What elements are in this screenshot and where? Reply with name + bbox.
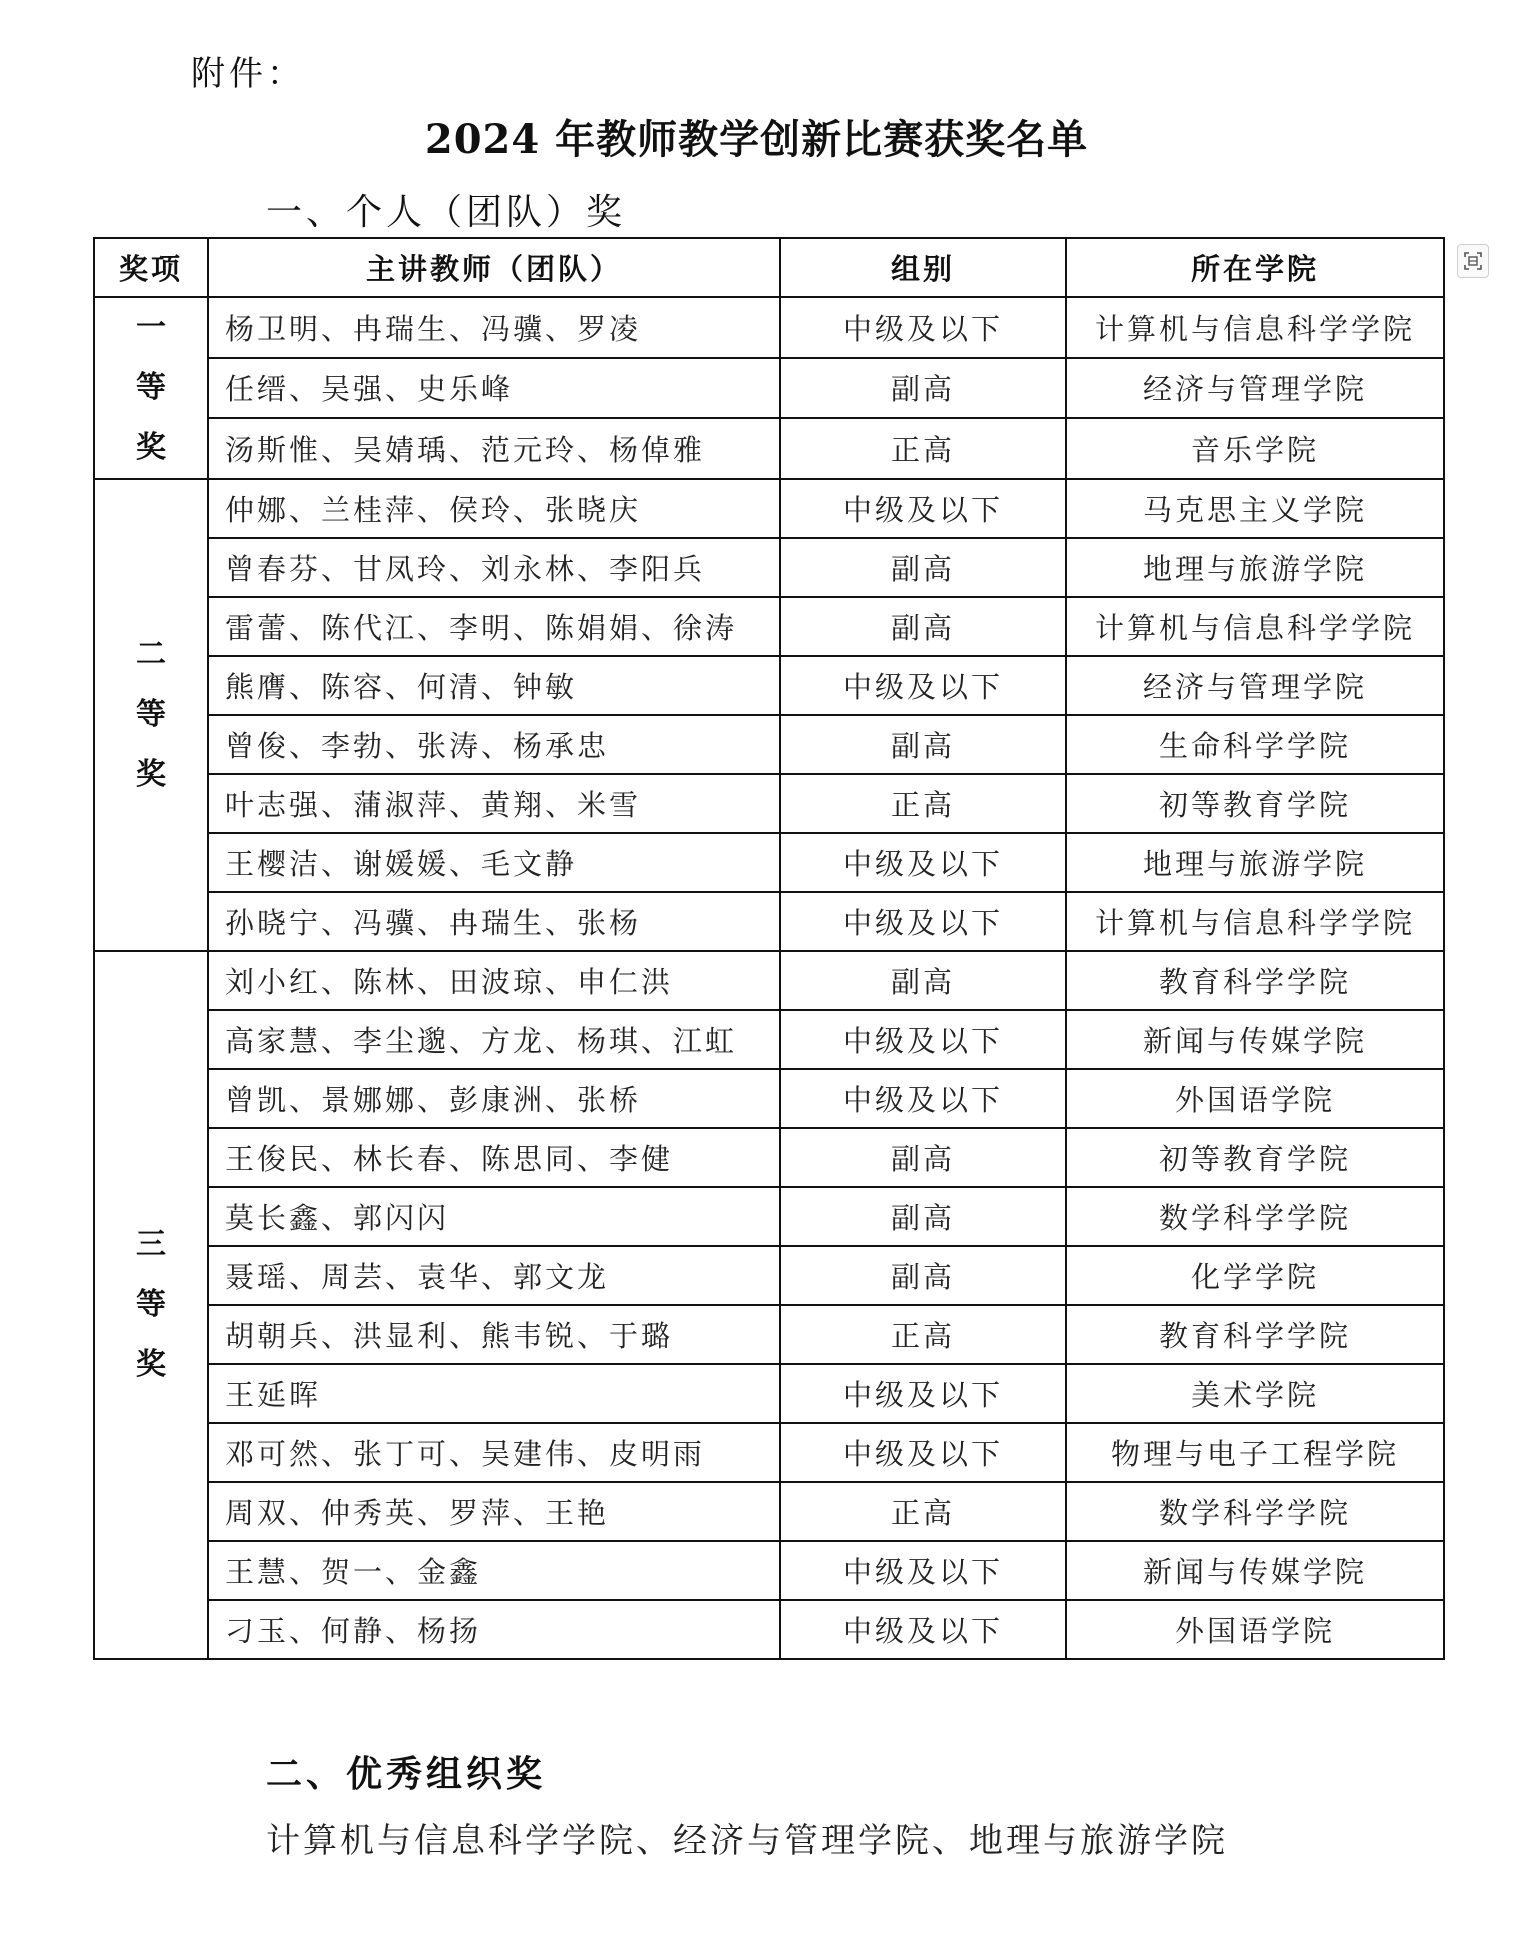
section-1-heading: 一、个人（团队）奖 (266, 192, 627, 233)
team-cell: 王樱洁、谢媛媛、毛文静 (208, 833, 780, 892)
group-cell: 中级及以下 (780, 1423, 1066, 1482)
team-cell: 仲娜、兰桂萍、侯玲、张晓庆 (208, 479, 780, 538)
college-cell: 地理与旅游学院 (1066, 538, 1444, 597)
college-cell: 数学科学学院 (1066, 1187, 1444, 1246)
group-cell: 中级及以下 (780, 1069, 1066, 1128)
table-row (94, 1600, 1444, 1659)
college-cell: 物理与电子工程学院 (1066, 1423, 1444, 1482)
table-row (94, 1482, 1444, 1541)
team-cell: 汤斯惟、吴婧瑀、范元玲、杨倬雅 (208, 418, 780, 479)
group-cell: 正高 (780, 1305, 1066, 1364)
group-cell: 中级及以下 (780, 833, 1066, 892)
team-cell: 周双、仲秀英、罗萍、王艳 (208, 1482, 780, 1541)
group-cell: 副高 (780, 1187, 1066, 1246)
table-row (94, 538, 1444, 597)
group-cell: 副高 (780, 1246, 1066, 1305)
header-group: 组别 (780, 238, 1066, 297)
table-row (94, 1010, 1444, 1069)
team-cell: 邓可然、张丁可、吴建伟、皮明雨 (208, 1423, 780, 1482)
team-cell: 叶志强、蒲淑萍、黄翔、米雪 (208, 774, 780, 833)
team-cell: 熊膺、陈容、何清、钟敏 (208, 656, 780, 715)
team-cell: 莫长鑫、郭闪闪 (208, 1187, 780, 1246)
college-cell: 美术学院 (1066, 1364, 1444, 1423)
college-cell: 初等教育学院 (1066, 774, 1444, 833)
team-cell: 王延晖 (208, 1364, 780, 1423)
group-cell: 中级及以下 (780, 1010, 1066, 1069)
team-cell: 孙晓宁、冯骥、冉瑞生、张杨 (208, 892, 780, 951)
table-row (94, 833, 1444, 892)
team-cell: 曾凯、景娜娜、彭康洲、张桥 (208, 1069, 780, 1128)
college-cell: 教育科学学院 (1066, 1305, 1444, 1364)
table-row (94, 1187, 1444, 1246)
team-cell: 刘小红、陈林、田波琼、申仁洪 (208, 951, 780, 1010)
group-cell: 正高 (780, 774, 1066, 833)
group-cell: 副高 (780, 597, 1066, 656)
table-row (94, 892, 1444, 951)
college-cell: 数学科学学院 (1066, 1482, 1444, 1541)
table-frame-icon[interactable] (1457, 244, 1489, 278)
college-cell: 地理与旅游学院 (1066, 833, 1444, 892)
attachment-label: 附件： (191, 54, 305, 94)
header-team: 主讲教师（团队） (208, 238, 780, 297)
table-row (94, 715, 1444, 774)
prize-cell (94, 297, 208, 479)
section-2-heading: 二、优秀组织奖 (266, 1754, 547, 1795)
group-cell: 中级及以下 (780, 1364, 1066, 1423)
group-cell: 中级及以下 (780, 297, 1066, 358)
table-row (94, 479, 1444, 538)
prize-cell (94, 479, 208, 951)
table-row (94, 1069, 1444, 1128)
prize-label: 三等奖 (136, 1227, 166, 1382)
table-row (94, 656, 1444, 715)
group-cell: 副高 (780, 358, 1066, 419)
team-cell: 杨卫明、冉瑞生、冯骥、罗凌 (208, 297, 780, 358)
college-cell: 新闻与传媒学院 (1066, 1541, 1444, 1600)
college-cell: 经济与管理学院 (1066, 656, 1444, 715)
team-cell: 聂瑶、周芸、袁华、郭文龙 (208, 1246, 780, 1305)
awards-table-body (94, 297, 1444, 1659)
team-cell: 刁玉、何静、杨扬 (208, 1600, 780, 1659)
group-cell: 中级及以下 (780, 656, 1066, 715)
table-row (94, 1246, 1444, 1305)
table-row (94, 774, 1444, 833)
awards-table (93, 237, 1445, 1660)
table-row (94, 1364, 1444, 1423)
table-header-row (94, 238, 1444, 297)
document-title: 2024 年教师教学创新比赛获奖名单 (424, 116, 1089, 163)
college-cell: 外国语学院 (1066, 1069, 1444, 1128)
team-cell: 曾俊、李勃、张涛、杨承忠 (208, 715, 780, 774)
table-row (94, 297, 1444, 358)
prize-label: 一等奖 (136, 310, 166, 465)
college-cell: 马克思主义学院 (1066, 479, 1444, 538)
table-row (94, 951, 1444, 1010)
team-cell: 雷蕾、陈代江、李明、陈娟娟、徐涛 (208, 597, 780, 656)
group-cell: 正高 (780, 418, 1066, 479)
table-row (94, 597, 1444, 656)
prize-cell (94, 951, 208, 1659)
group-cell: 副高 (780, 951, 1066, 1010)
prize-label: 二等奖 (136, 637, 166, 792)
table-row (94, 1541, 1444, 1600)
group-cell: 副高 (780, 715, 1066, 774)
team-cell: 曾春芬、甘凤玲、刘永林、李阳兵 (208, 538, 780, 597)
college-cell: 教育科学学院 (1066, 951, 1444, 1010)
group-cell: 副高 (780, 1128, 1066, 1187)
team-cell: 胡朝兵、洪显利、熊韦锐、于璐 (208, 1305, 780, 1364)
college-cell: 初等教育学院 (1066, 1128, 1444, 1187)
team-cell: 王俊民、林长春、陈思同、李健 (208, 1128, 780, 1187)
college-cell: 生命科学学院 (1066, 715, 1444, 774)
group-cell: 中级及以下 (780, 1541, 1066, 1600)
college-cell: 新闻与传媒学院 (1066, 1010, 1444, 1069)
table-row (94, 358, 1444, 419)
team-cell: 高家慧、李尘邈、方龙、杨琪、江虹 (208, 1010, 780, 1069)
table-row (94, 1423, 1444, 1482)
group-cell: 副高 (780, 538, 1066, 597)
college-cell: 计算机与信息科学学院 (1066, 297, 1444, 358)
team-cell: 任缙、吴强、史乐峰 (208, 358, 780, 419)
college-cell: 经济与管理学院 (1066, 358, 1444, 419)
header-college: 所在学院 (1066, 238, 1444, 297)
organization-award-list: 计算机与信息科学学院、经济与管理学院、地理与旅游学院 (266, 1821, 1228, 1861)
college-cell: 计算机与信息科学学院 (1066, 892, 1444, 951)
group-cell: 中级及以下 (780, 479, 1066, 538)
college-cell: 化学学院 (1066, 1246, 1444, 1305)
college-cell: 外国语学院 (1066, 1600, 1444, 1659)
group-cell: 中级及以下 (780, 1600, 1066, 1659)
table-row (94, 1128, 1444, 1187)
college-cell: 音乐学院 (1066, 418, 1444, 479)
header-prize: 奖项 (94, 238, 208, 297)
group-cell: 中级及以下 (780, 892, 1066, 951)
table-row (94, 418, 1444, 479)
table-row (94, 1305, 1444, 1364)
group-cell: 正高 (780, 1482, 1066, 1541)
team-cell: 王慧、贺一、金鑫 (208, 1541, 780, 1600)
college-cell: 计算机与信息科学学院 (1066, 597, 1444, 656)
